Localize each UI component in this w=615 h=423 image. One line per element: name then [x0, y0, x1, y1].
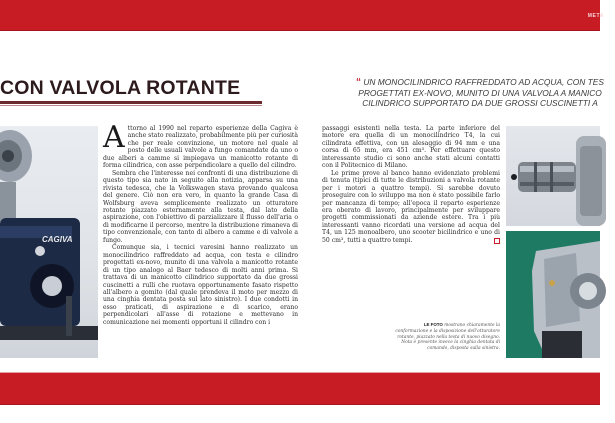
caption-lead: LE FOTO — [423, 322, 443, 327]
pull-quote-line: UN MONOCILINDRICO RAFFREDDATO AD ACQUA, CON TES — [363, 77, 604, 87]
paragraph-5 — [322, 170, 500, 245]
cylinder-head-photo — [506, 231, 600, 358]
paragraph-5-text: Le prime prove al banco hanno evidenziato problemi di tenuta (tipici di tutte le distribuzioni a valvola rotante per i motori a quattro tempi). Si sarebbe dovuto proseguire con lo sviluppo ma non è stato possibile farlo per mancanza di tempo; all'epoca il reparto esperienze era oberato di lavoro, principalmente per sviluppare progetti commissionati da aziende estere. Tra i più interessanti vanno ricordati una versione ad acqua del T4, un 125 monoalbero, uno scooter bicilindrico e uno di 50 cm³, tutti a quattro tempi. — [322, 169, 500, 244]
cylinder-head-illustration — [506, 231, 600, 358]
title-underline-thin — [0, 105, 262, 106]
valve-photo-top — [506, 126, 600, 226]
section-label: META — [587, 13, 604, 19]
pull-quote-line: PROGETTATI EX-NOVO, MUNITO DI UNA VALVOLA A MANICO — [358, 88, 602, 99]
quote-mark-icon: “ — [356, 77, 362, 88]
paragraph-2: Sembra che l'interesse nei confronti di una distribuzione di questo tipo sia nato in seguito alla notizia, apparsa su una rivista tedesca, che la Volkswagen stava provando qualcosa del genere. Ciò non era vero, in quanto la grande Casa di Wolfsburg aveva semplicemente realizzato un otturatore rotante piazzato esternamente alla testa, dal lato della aspirazione, con l'obiettivo di parzializzare il flusso dell'aria o di modificarne il percorso, mentre la distribuzione rimaneva di tipo convenzionale, con tanto di albero a camme e di valvole a fungo. — [103, 169, 298, 244]
paragraph-1-text: ttorno al 1990 nel reparto esperienze della Cagiva è anche stato realizzato, probabilmente più per curiosità che per reale convinzione, un motore nel quale al posto delle usuali valvole a fungo comandate da uno o due alberi a camme si impiegava un manicotto rotante di forma cilindrica, con asse perpendicolare a quello del cilindro. — [103, 125, 298, 170]
caption-text: mostrano chiaramente la conformazione e la disposizione dell'otturatore rotante, piazzato nella testa di nuovo disegno. Nota è presente invece la cinghia dentata di comando, disposta sulla sinistra. — [395, 323, 500, 352]
article-column-2 — [322, 125, 500, 244]
article-title: CON VALVOLA ROTANTE — [0, 77, 241, 99]
bottom-color-band — [0, 372, 600, 405]
drop-cap: A — [103, 120, 125, 155]
engine-illustration — [0, 126, 98, 358]
title-underline — [0, 101, 262, 104]
cagiva-logo: CAGIVA — [42, 235, 73, 244]
engine-photo-left — [0, 126, 98, 358]
photo-caption — [393, 322, 500, 352]
paragraph-4: passaggi esistenti nella testa. La parte inferiore del motore era quella di un monocilindrico T4, la cui cilindrata effettiva, con un alesaggio di 94 mm e una corsa di 65 mm, era 451 cm³. Per effettuare questo interessante studio ci sono anche stati alcuni contatti con il Politecnico di Milano. — [322, 125, 500, 170]
end-of-article-icon — [494, 238, 500, 244]
pull-quote — [345, 77, 615, 109]
article-column-1 — [103, 120, 298, 326]
pull-quote-line: CILINDRICO SUPPORTATO DA DUE GROSSI CUSCINETTI A — [362, 98, 598, 109]
paragraph-3: Comunque sia, i tecnici varesini hanno realizzato un monocilindrico raffreddato ad acqua, con testa e cilindro progettati ex-novo, munito di una valvola a manicotto rotante di un tipo analogo al Baer tedesco di molti anni prima. Si trattava di un manicotto cilindrico supportato da due grossi cuscinetti a rulli che ruotava opportunamente fasato rispetto all'albero a gomito (dal quale prendeva il moto per mezzo di una cinghia dentata posta sul lato sinistro). I due condotti in esso praticati, di aspirazione e di scarico, erano perpendicolari all'asse di rotazione e mettevano in comunicazione nei momenti opportuni il cilindro con i — [103, 244, 298, 326]
valve-sleeve-illustration — [506, 126, 600, 226]
top-color-band — [0, 0, 604, 31]
paragraph-1 — [103, 120, 298, 170]
